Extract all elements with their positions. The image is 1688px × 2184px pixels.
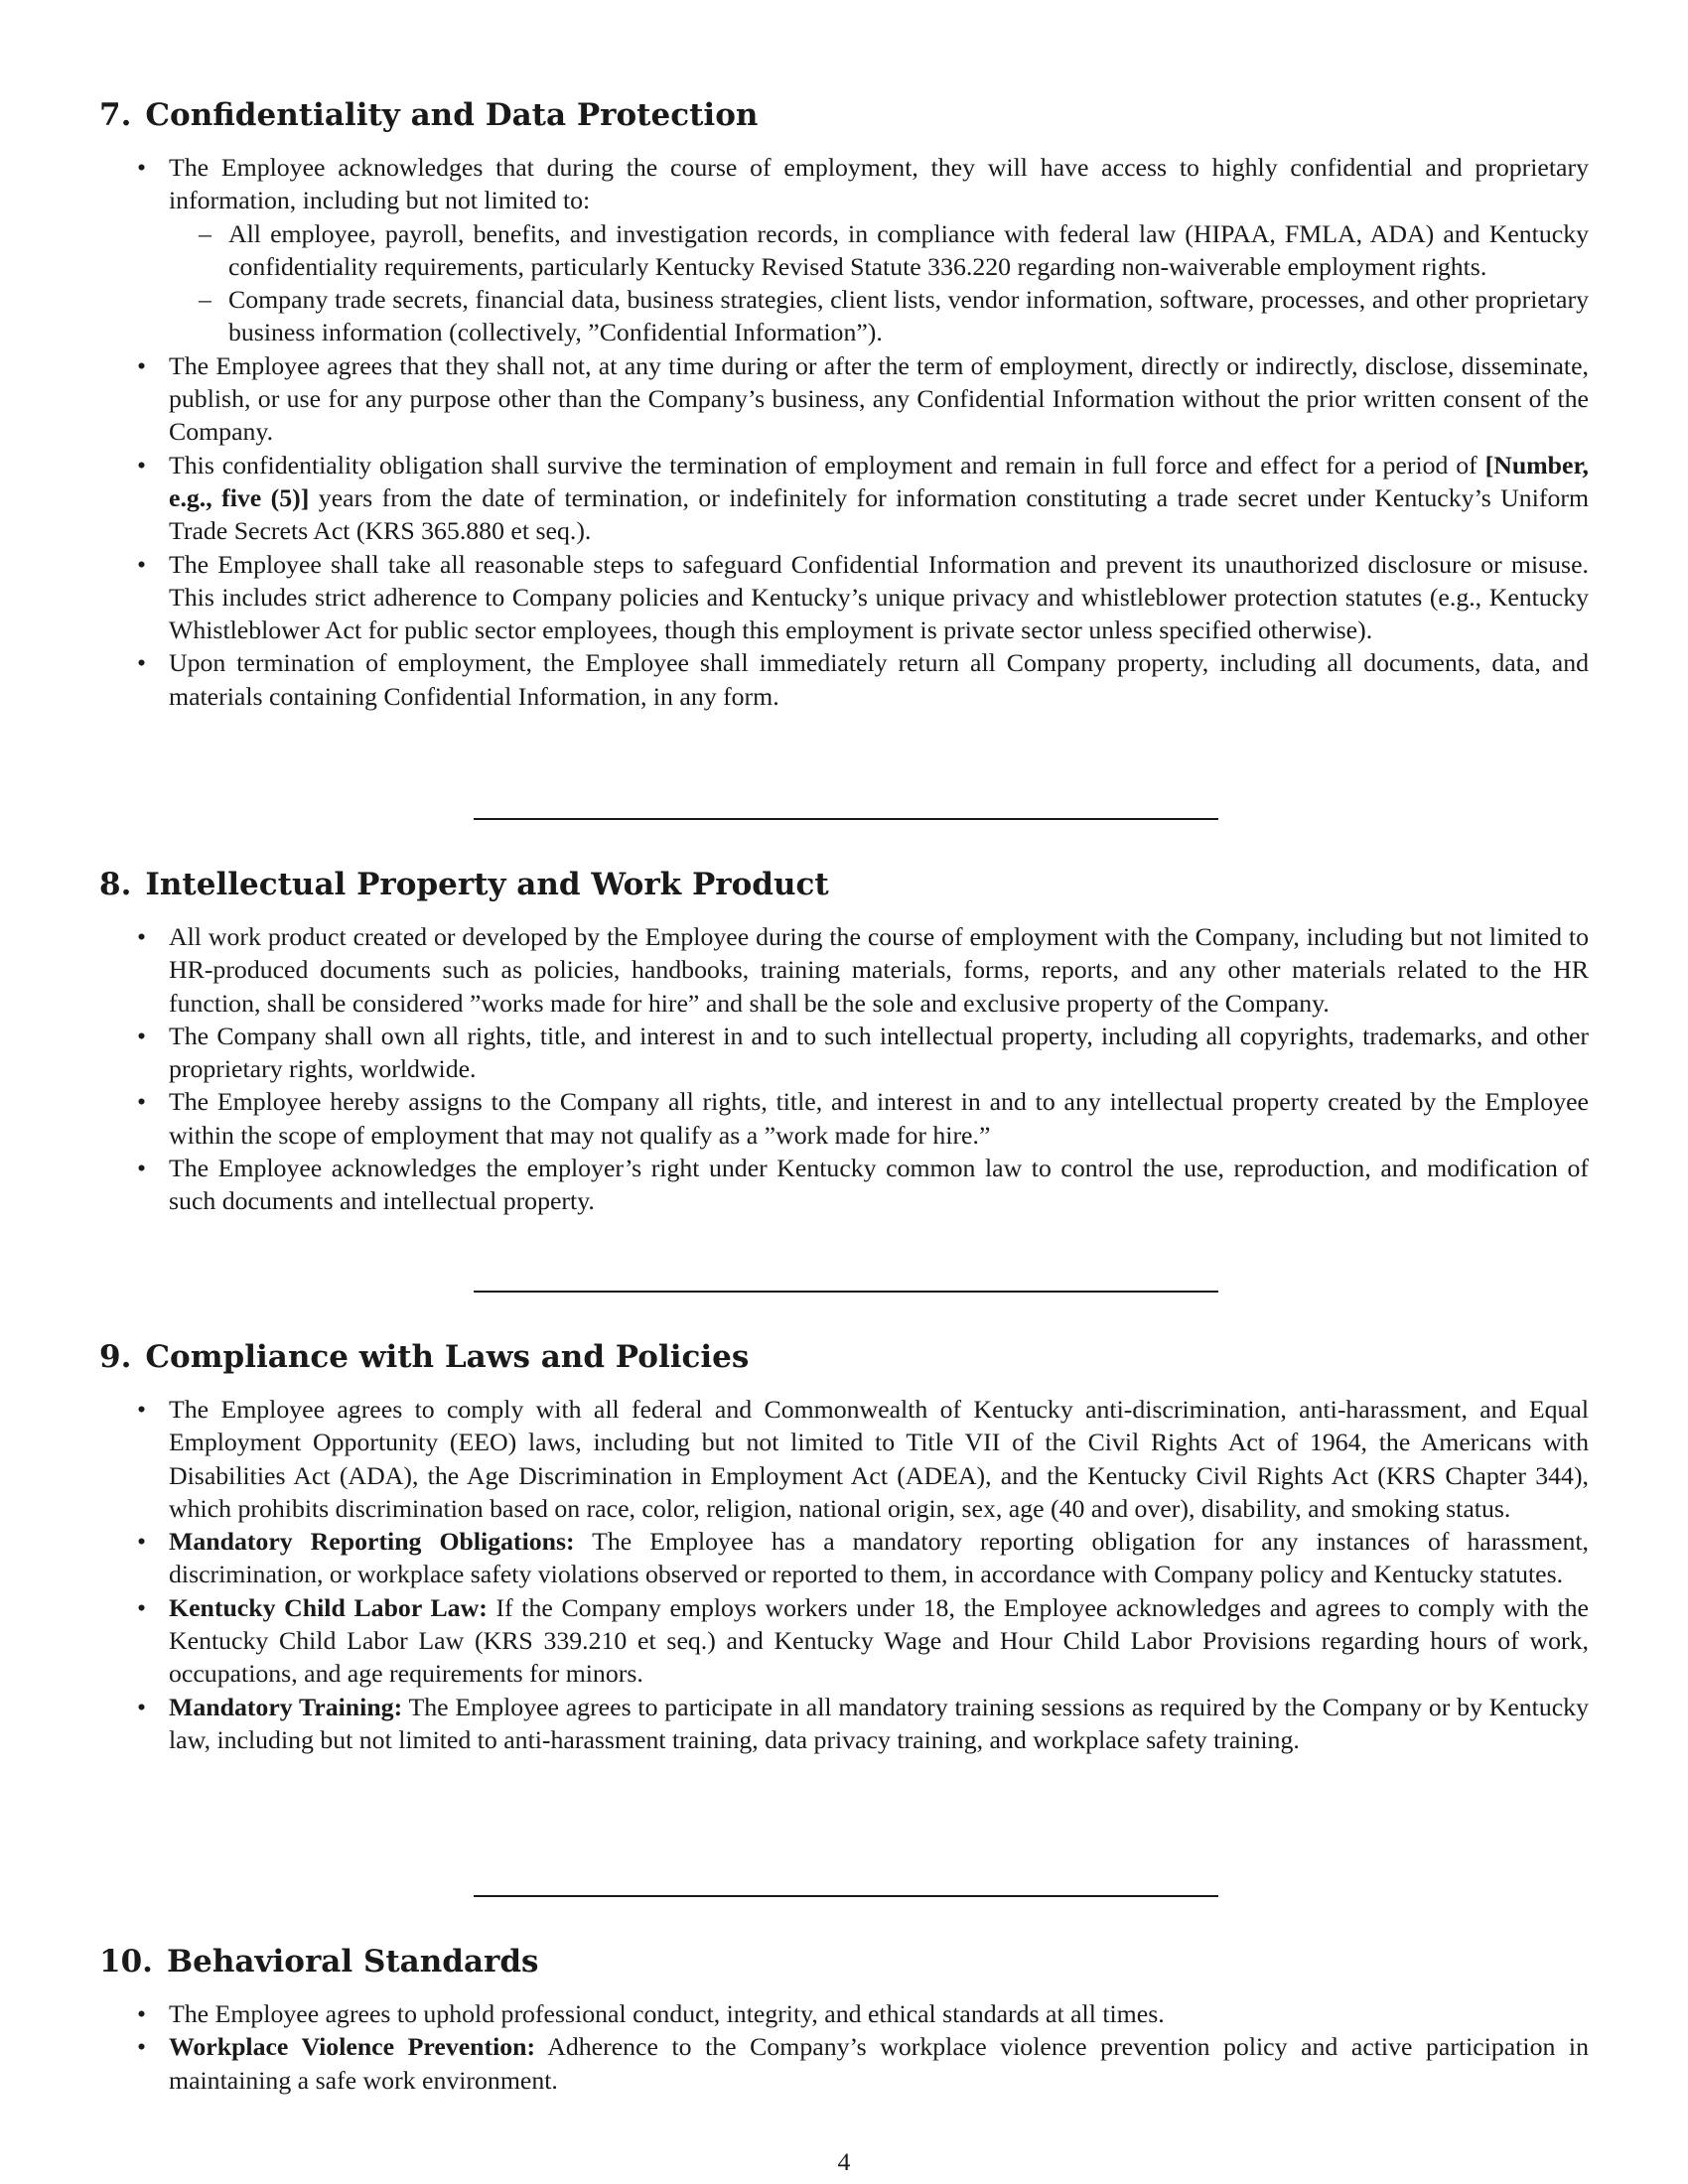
list-item (99, 151, 1589, 349)
section-divider (474, 1291, 1218, 1293)
list-item: • The Employee acknowledges the employer’s right under Kentucky common law to control the use, reproduction, and modification of such documents and intellectual property. (99, 1152, 1589, 1218)
section-number: 8. (99, 867, 132, 902)
list-item: • The Employee agrees to comply with all federal and Commonwealth of Kentucky anti-discrimination, anti-harassment, and Equal Employment Opportunity (EEO) laws, including but not limited to Title VII of the Civil Rights Act of 1964, the Americans with Disabilities Act (ADA), the Age Discrimination in Employment Act (ADEA), and the Kentucky Civil Rights Act (KRS Chapter 344), which prohibits discrimination based on race, color, religion, national origin, sex, age (40 and over), disability, and smoking status. (99, 1393, 1589, 1525)
list-item (99, 2030, 1589, 2097)
section-divider (474, 1895, 1218, 1897)
section-10-heading (99, 1944, 539, 1979)
section-divider (474, 818, 1218, 820)
item-lead-bold: Mandatory Training: (169, 1692, 403, 1721)
item-text: If the Company employs workers under 18, the Employee acknowledges and agrees to comply with the Kentucky Child Labor Law (KRS 339.210 et seq.) and Kentucky Wage and Hour Child Labor Provisions regarding hours of work, occupations, and age requirements for minors. (169, 1592, 1589, 1689)
section-number: 10. (99, 1944, 153, 1979)
section-number: 7. (99, 97, 132, 133)
section-number: 9. (99, 1339, 132, 1375)
list-item: • The Employee shall take all reasonable steps to safeguard Confidential Information and prevent its unauthorized disclosure or misuse. This includes strict adherence to Company policies and Kentucky’s unique privacy and whistleblower protection statutes (e.g., Kentucky Whistleblower Act for public sector employees, though this employment is private sector unless specified otherwise). (99, 548, 1589, 647)
item-text: The Employee has a mandatory reporting obligation for any instances of harassment, discrimination, or workplace safety violations observed or reported to them, in accordance with Company policy and Kentucky statutes. (169, 1527, 1589, 1589)
item-lead-bold: Kentucky Child Labor Law: (169, 1592, 488, 1622)
section-title: Confidentiality and Data Protection (145, 97, 759, 133)
list-item (99, 449, 1589, 548)
section-7-list (99, 151, 1589, 713)
section-title: Compliance with Laws and Policies (145, 1339, 750, 1375)
item-text: The Employee agrees to participate in all mandatory training sessions as required by the Company or by Kentucky law, including but not limited to anti-harassment training, data privacy training, and workplace safety training. (169, 1692, 1589, 1754)
section-8-heading (99, 867, 829, 902)
item-text: years from the date of termination, or indefinitely for information constituting a trade secret under Kentucky’s Uniform Trade Secrets Act (KRS 365.880 et seq.). (169, 482, 1590, 546)
item-text: Adherence to the Company’s workplace violence prevention policy and active participation in maintaining a safe work environment. (169, 2032, 1589, 2095)
section-8-list (99, 920, 1589, 1218)
section-10-list (99, 1997, 1589, 2097)
list-item: • The Employee agrees to uphold professional conduct, integrity, and ethical standards at all times. (99, 1997, 1589, 2030)
placeholder-bold: [Number, e.g., five (5)] (169, 450, 1589, 512)
list-item (99, 1525, 1589, 1591)
item-text: The Employee acknowledges that during the course of employment, they will have access to highly confidential and proprietary information, including but not limited to: (169, 153, 1589, 215)
sub-list (169, 217, 1589, 349)
list-item: • The Company shall own all rights, title, and interest in and to such intellectual property, including all copyrights, trademarks, and other proprietary rights, worldwide. (99, 1020, 1589, 1086)
list-item: • All work product created or developed by the Employee during the course of employment with the Company, including but not limited to HR-produced documents such as policies, handbooks, training materials, forms, reports, and any other materials related to the HR function, shall be considered ”works made for hire” and shall be the sole and exclusive property of the Company. (99, 920, 1589, 1020)
list-item (99, 1591, 1589, 1691)
item-text: This confidentiality obligation shall survive the termination of employment and remain in full force and effect for a period of (169, 450, 1485, 479)
section-9-list (99, 1393, 1589, 1756)
section-9-heading (99, 1339, 749, 1375)
list-item: • The Employee hereby assigns to the Company all rights, title, and interest in and to any intellectual property created by the Employee within the scope of employment that may not qualify as a ”work made for hire.” (99, 1085, 1589, 1152)
list-item (99, 1691, 1589, 1757)
section-title: Behavioral Standards (166, 1944, 539, 1979)
list-item: • The Employee agrees that they shall not, at any time during or after the term of employment, directly or indirectly, disclose, disseminate, publish, or use for any purpose other than the Company’s business, any Confidential Information without the prior written consent of the Company. (99, 349, 1589, 449)
item-lead-bold: Workplace Violence Prevention: (169, 2032, 536, 2062)
list-item: • Upon termination of employment, the Employee shall immediately return all Company property, including all documents, data, and materials containing Confidential Information, in any form. (99, 646, 1589, 713)
document-page (99, 0, 1589, 2184)
page-number: 4 (837, 2147, 851, 2176)
sub-list-item: – Company trade secrets, financial data, business strategies, client lists, vendor information, software, processes, and other proprietary business information (collectively, ”Confidential Information”). (169, 283, 1589, 349)
section-title: Intellectual Property and Work Product (145, 867, 829, 902)
sub-list-item: – All employee, payroll, benefits, and investigation records, in compliance with federal law (HIPAA, FMLA, ADA) and Kentucky confidentiality requirements, particularly Kentucky Revised Statute 336.220 regarding non-waiverable employment rights. (169, 217, 1589, 284)
item-lead-bold: Mandatory Reporting Obligations: (169, 1527, 575, 1557)
section-7-heading (99, 97, 758, 133)
